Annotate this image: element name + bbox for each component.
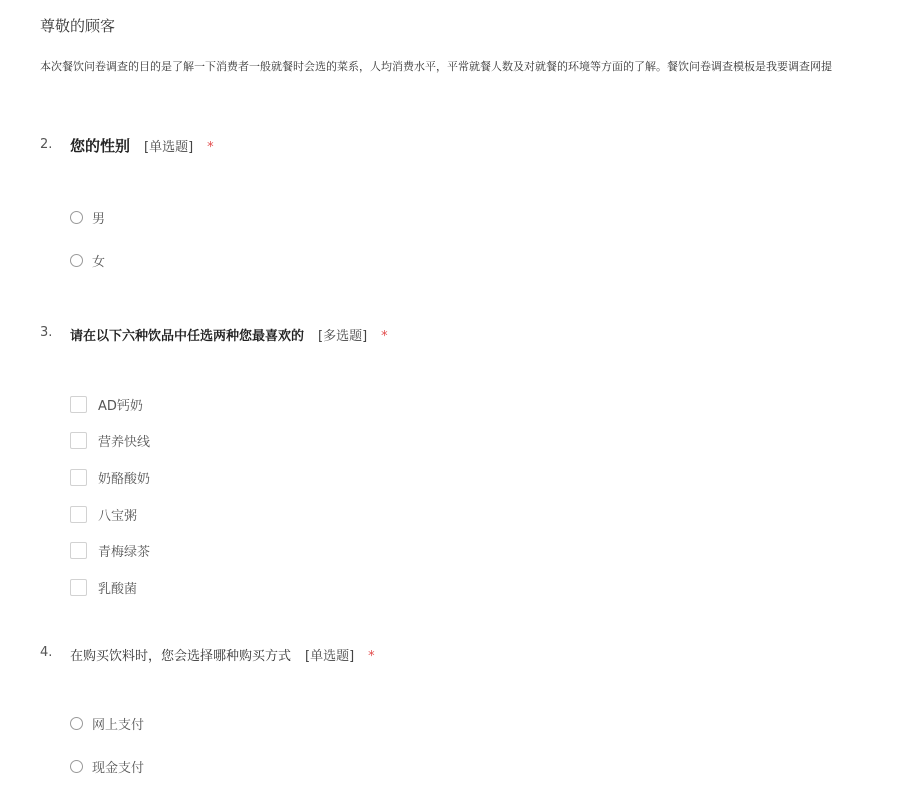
question-title: 您的性别 bbox=[70, 137, 131, 155]
checkbox[interactable] bbox=[70, 506, 87, 523]
checkbox[interactable] bbox=[70, 469, 87, 486]
option-label: 男 bbox=[92, 212, 106, 227]
checkbox-option-cheese-yogurt[interactable] bbox=[70, 468, 150, 487]
option-label: 乳酸菌 bbox=[98, 582, 138, 597]
radio-option-cash-pay[interactable] bbox=[70, 757, 144, 776]
radio-option-female[interactable] bbox=[70, 251, 105, 270]
checkbox-option-nutri-express[interactable] bbox=[70, 431, 150, 450]
checkbox-option-eight-treasure-porridge[interactable] bbox=[70, 505, 137, 524]
required-mark: * bbox=[381, 329, 388, 344]
option-label: 青梅绿茶 bbox=[98, 545, 151, 560]
radio-button[interactable] bbox=[70, 717, 83, 730]
question-number: 4. bbox=[40, 645, 53, 660]
radio-option-male[interactable] bbox=[70, 208, 105, 227]
question-title: 请在以下六种饮品中任选两种您最喜欢的 bbox=[70, 329, 305, 344]
required-mark: * bbox=[368, 649, 375, 664]
question-number: 3. bbox=[40, 325, 53, 340]
question-number: 2. bbox=[40, 137, 53, 152]
radio-button[interactable] bbox=[70, 211, 83, 224]
survey-greeting: 尊敬的顾客 bbox=[40, 17, 116, 35]
question-header bbox=[70, 135, 214, 156]
option-label: 女 bbox=[92, 255, 106, 270]
radio-option-online-pay[interactable] bbox=[70, 714, 144, 733]
question-title: 在购买饮料时，您会选择哪种购买方式 bbox=[70, 649, 292, 664]
question-header bbox=[70, 645, 375, 664]
checkbox[interactable] bbox=[70, 396, 87, 413]
required-mark: * bbox=[207, 140, 214, 155]
checkbox[interactable] bbox=[70, 542, 87, 559]
question-header bbox=[70, 325, 388, 344]
checkbox[interactable] bbox=[70, 432, 87, 449]
option-label: 八宝粥 bbox=[98, 509, 138, 524]
option-label: 现金支付 bbox=[92, 761, 145, 776]
option-label: 奶酪酸奶 bbox=[98, 472, 151, 487]
question-type-label: [多选题] bbox=[318, 329, 368, 344]
checkbox-option-lactic-drink[interactable] bbox=[70, 578, 137, 597]
checkbox[interactable] bbox=[70, 579, 87, 596]
survey-intro: 本次餐饮问卷调查的目的是了解一下消费者一般就餐时会选的菜系，人均消费水平，平常就餐人数及对就餐的环境等方面的了解。餐饮问卷调查模板是我要调查网提 bbox=[40, 60, 832, 73]
radio-button[interactable] bbox=[70, 254, 83, 267]
radio-button[interactable] bbox=[70, 760, 83, 773]
checkbox-option-ad-milk[interactable] bbox=[70, 395, 143, 414]
checkbox-option-plum-green-tea[interactable] bbox=[70, 541, 150, 560]
option-label: 网上支付 bbox=[92, 718, 145, 733]
question-type-label: [单选题] bbox=[305, 649, 355, 664]
option-label: AD钙奶 bbox=[98, 399, 143, 414]
question-type-label: [单选题] bbox=[144, 140, 194, 155]
option-label: 营养快线 bbox=[98, 435, 151, 450]
